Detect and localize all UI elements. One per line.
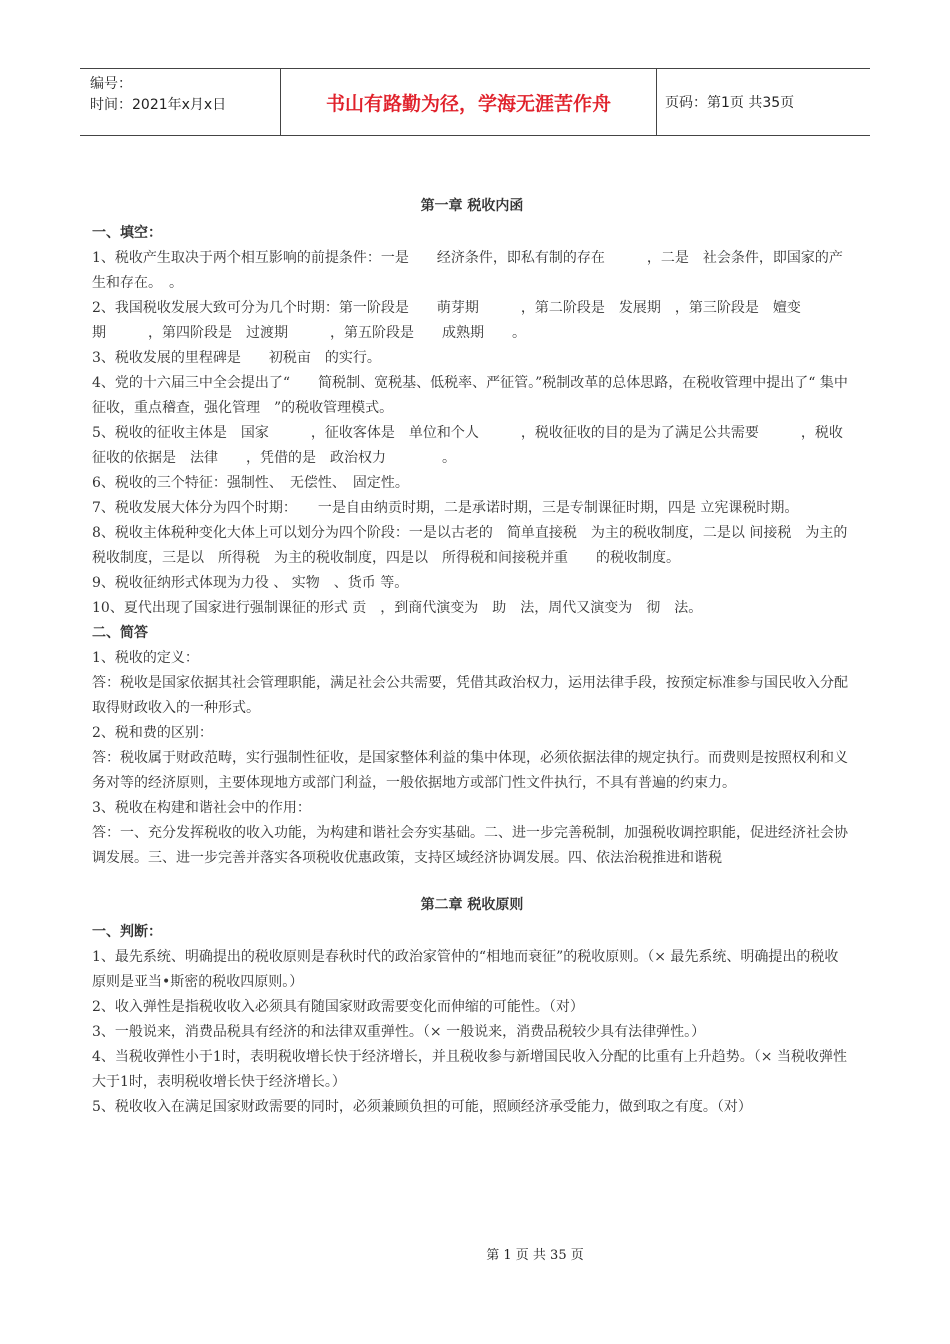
list-item: 5、税收收入在满足国家财政需要的同时，必须兼顾负担的可能，照顾经济承受能力，做到取之有度。（对） xyxy=(92,1099,752,1115)
answer: 答：税收是国家依据其社会管理职能，满足社会公共需要，凭借其政治权力，运用法律手段，按预定标准参与国民收入分配取得财政收入的一种形式。 xyxy=(92,675,848,716)
section-short-answer: 二、简答 xyxy=(92,625,148,641)
footer-page-number: 第 1 页 共 35 页 xyxy=(486,1248,584,1263)
date-label: 时间：2021年x月x日 xyxy=(90,97,227,113)
list-item: 3、一般说来，消费品税具有经济的和法律双重弹性。（× 一般说来，消费品税较少具有法律弹性。） xyxy=(92,1024,706,1040)
answer: 答：一、充分发挥税收的收入功能，为构建和谐社会夯实基础。二、进一步完善税制，加强税收调控职能，促进经济社会协调发展。三、进一步完善并落实各项税收优惠政策，支持区域经济协调发展。四、依法治税推进和谐税 xyxy=(92,825,848,866)
chapter-1-title: 第一章 税收内函 xyxy=(420,198,524,214)
list-item: 9、税收征纳形式体现为力役 、 实物 、货币 等。 xyxy=(92,575,409,591)
chapter-2-title: 第二章 税收原则 xyxy=(420,897,524,913)
number-label: 编号： xyxy=(90,76,132,92)
list-item: 4、党的十六届三中全会提出了“ 简税制、宽税基、低税率、严征管。”税制改革的总体思路，在税收管理中提出了“ 集中征收，重点稽查，强化管理 ”的税收管理模式。 xyxy=(92,375,848,416)
list-item: 8、税收主体税种变化大体上可以划分为四个阶段：一是以古老的 简单直接税 为主的税收制度，二是以 间接税 为主的税收制度，三是以 所得税 为主的税收制度，四是以 所得税和间接税并重 的税收制度。 xyxy=(92,525,848,566)
header-table xyxy=(80,68,870,136)
question: 3、税收在构建和谐社会中的作用： xyxy=(92,800,311,816)
answer: 答：税收属于财政范畴，实行强制性征收，是国家整体利益的集中体现，必须依据法律的规定执行。而费则是按照权利和义务对等的经济原则，主要体现地方或部门利益，一般依据地方或部门性文件执行，不具有普遍的约束力。 xyxy=(92,750,848,791)
spacer xyxy=(92,871,852,893)
question: 1、税收的定义： xyxy=(92,650,199,666)
section-judgement: 一、判断： xyxy=(92,924,162,940)
list-item: 2、我国税收发展大致可分为几个时期：第一阶段是 萌芽期 ，第二阶段是 发展期 ，第三阶段是 嬗变期 ，第四阶段是 过渡期 ，第五阶段是 成熟期 。 xyxy=(92,300,801,341)
list-item: 1、税收产生取决于两个相互影响的前提条件：一是 经济条件，即私有制的存在 ，二是 社会条件，即国家的产生和存在。 。 xyxy=(92,250,843,291)
list-item: 4、当税收弹性小于1时，表明税收增长快于经济增长，并且税收参与新增国民收入分配的比重有上升趋势。（× 当税收弹性大于1时，表明税收增长快于经济增长。） xyxy=(92,1049,847,1090)
list-item: 3、税收发展的里程碑是 初税亩 的实行。 xyxy=(92,350,381,366)
page-info: 页码：第1页 共35页 xyxy=(665,95,795,111)
list-item: 6、税收的三个特征：强制性、 无偿性、 固定性。 xyxy=(92,475,409,491)
header-left-cell xyxy=(80,69,281,135)
section-fill-blank: 一、填空： xyxy=(92,225,162,241)
list-item: 2、收入弹性是指税收收入必须具有随国家财政需要变化而伸缩的可能性。（对） xyxy=(92,999,584,1015)
motto: 书山有路勤为径，学海无涯苦作舟 xyxy=(281,69,657,135)
list-item: 5、税收的征收主体是 国家 ，征收客体是 单位和个人 ，税收征收的目的是为了满足公共需要 ，税收征收的依据是 法律 ，凭借的是 政治权力 。 xyxy=(92,425,843,466)
question: 2、税和费的区别： xyxy=(92,725,213,741)
list-item: 1、最先系统、明确提出的税收原则是春秋时代的政治家管仲的“相地而衰征”的税收原则。（× 最先系统、明确提出的税收原则是亚当•斯密的税收四原则。） xyxy=(92,949,839,990)
document-body xyxy=(92,194,852,1120)
list-item: 7、税收发展大体分为四个时期： 一是自由纳贡时期，二是承诺时期，三是专制课征时期，四是 立宪课税时期。 xyxy=(92,500,799,516)
list-item: 10、夏代出现了国家进行强制课征的形式 贡 ，到商代演变为 助 法，周代又演变为 彻 法。 xyxy=(92,600,703,616)
page-footer xyxy=(0,1244,950,1263)
